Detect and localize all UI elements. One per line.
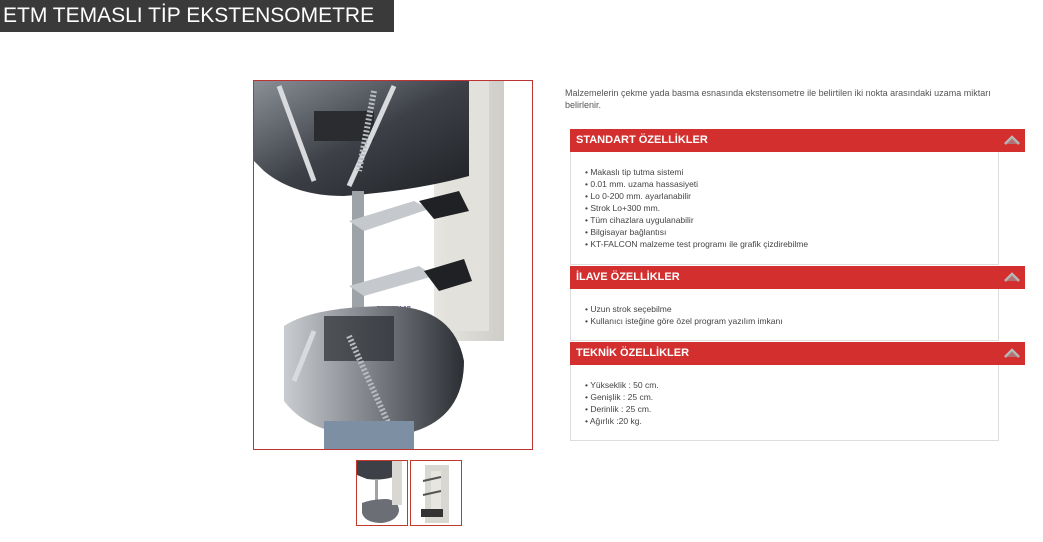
feature-list: [571, 365, 998, 427]
list-item: • Lo 0-200 mm. ayarlanabilir: [585, 190, 998, 202]
accordion-header-technical-features[interactable]: [570, 342, 1025, 365]
chevron-up-icon[interactable]: [1003, 346, 1021, 360]
list-item: • KT-FALCON malzeme test programı ile grafik çizdirebilme: [585, 238, 998, 250]
list-item: • Genişlik : 25 cm.: [585, 391, 998, 403]
list-item: • Uzun strok seçebilme: [585, 303, 998, 315]
feature-list: [571, 289, 998, 327]
section-title: TEKNİK ÖZELLİKLER: [576, 347, 690, 359]
list-item: • Derinlik : 25 cm.: [585, 403, 998, 415]
accordion-header-standard-features[interactable]: [570, 129, 1025, 152]
product-thumbnail-1[interactable]: [356, 460, 408, 526]
accordion-body-additional-features: [570, 289, 999, 341]
section-title: STANDART ÖZELLİKLER: [576, 134, 708, 146]
list-item: • Bilgisayar bağlantısı: [585, 226, 998, 238]
product-main-image[interactable]: [253, 80, 533, 450]
list-item: • Ağırlık :20 kg.: [585, 415, 998, 427]
list-item: • Strok Lo+300 mm.: [585, 202, 998, 214]
product-thumbnail-2[interactable]: [410, 460, 462, 526]
list-item: • Yükseklik : 50 cm.: [585, 379, 998, 391]
product-description: Malzemelerin çekme yada basma esnasında ekstensometre ile belirtilen iki nokta arasındaki uzama miktarı belirlenir.: [565, 88, 991, 110]
feature-list: [571, 152, 998, 250]
chevron-up-icon[interactable]: [1003, 270, 1021, 284]
accordion-body-technical-features: [570, 365, 999, 441]
accordion-body-standard-features: [570, 152, 999, 265]
list-item: • Kullanıcı isteğine göre özel program yazılım imkanı: [585, 315, 998, 327]
list-item: • Tüm cihazlara uygulanabilir: [585, 214, 998, 226]
accordion-header-additional-features[interactable]: [570, 266, 1025, 289]
list-item: • 0.01 mm. uzama hassasiyeti: [585, 178, 998, 190]
list-item: • Makaslı tip tutma sistemi: [585, 166, 998, 178]
page-title: ETM TEMASLI TİP EKSTENSOMETRE: [0, 0, 394, 32]
section-title: İLAVE ÖZELLİKLER: [576, 271, 680, 283]
chevron-up-icon[interactable]: [1003, 133, 1021, 147]
